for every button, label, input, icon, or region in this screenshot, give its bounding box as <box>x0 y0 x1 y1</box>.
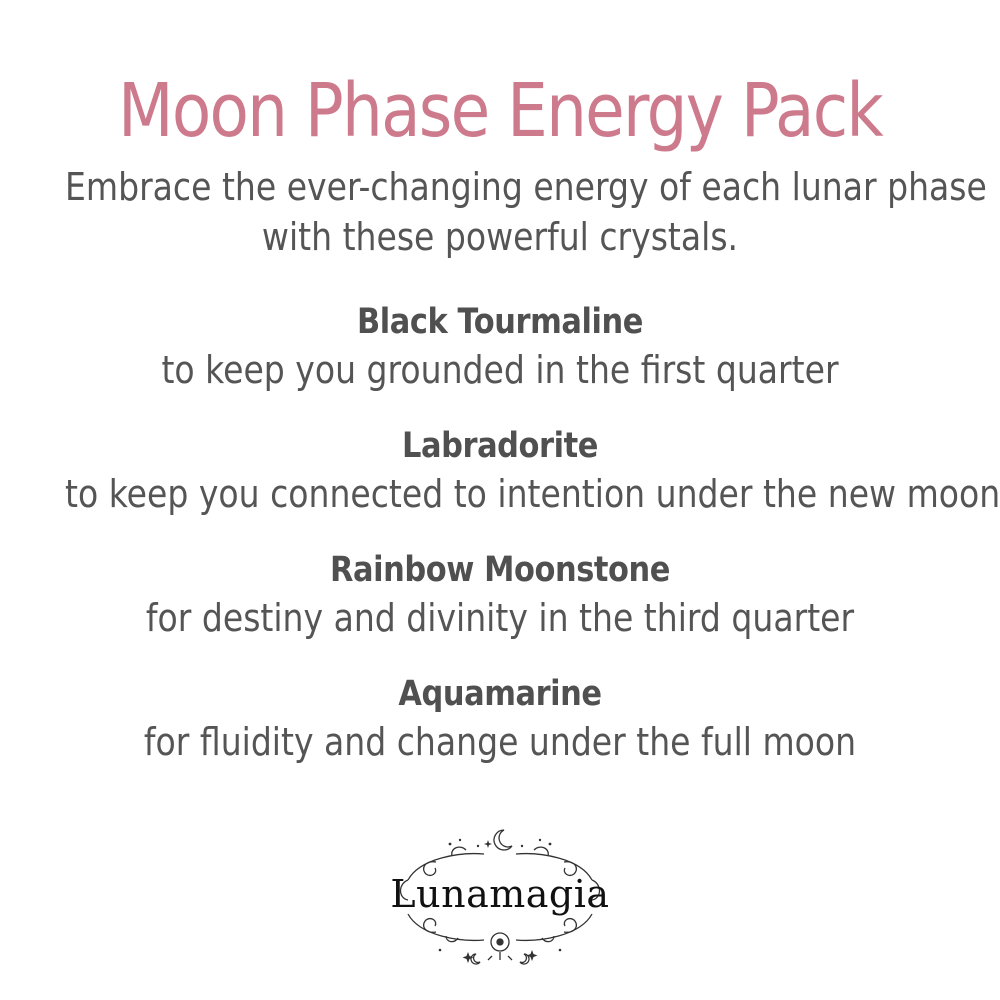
intro-line-1: Embrace the ever-changing energy of each lunar phase <box>65 165 987 209</box>
crystal-rainbow-moonstone <box>65 548 935 644</box>
brand-name: Lunamagia <box>390 872 610 916</box>
crystal-description: to keep you grounded in the first quarter <box>161 348 839 392</box>
crystal-name: Labradorite <box>402 426 598 466</box>
crescent-moon-icon <box>494 830 512 850</box>
crystal-aquamarine <box>65 672 935 768</box>
page-title: Moon Phase Energy Pack <box>118 67 882 154</box>
crystal-name: Rainbow Moonstone <box>330 550 670 590</box>
crystal-description: to keep you connected to intention under the new moon <box>65 472 1000 516</box>
intro-text <box>65 162 987 262</box>
crystal-description: for destiny and divinity in the third quarter <box>145 596 855 640</box>
intro-line-2: with these powerful crystals. <box>261 215 739 259</box>
crystal-name: Aquamarine <box>398 674 602 714</box>
crystal-description: for fluidity and change under the full moon <box>143 720 857 764</box>
brand-logo <box>380 822 620 972</box>
crystal-labradorite <box>65 424 1000 520</box>
crystal-black-tourmaline <box>65 300 935 396</box>
crystal-name: Black Tourmaline <box>357 302 643 342</box>
